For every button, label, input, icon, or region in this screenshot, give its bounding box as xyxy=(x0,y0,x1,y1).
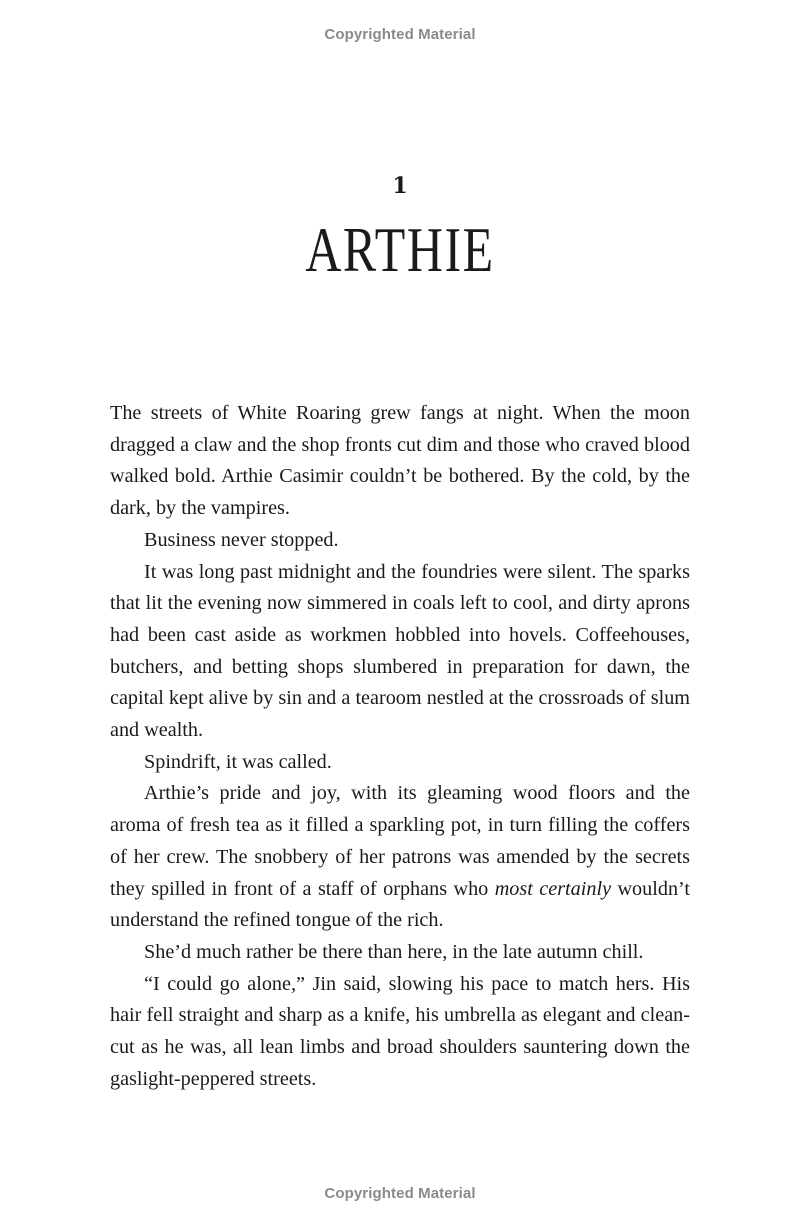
paragraph-5-before: Arthie’s pride and joy, with its gleaming wood floors and the aroma of fresh tea as it filled a sparkling pot, in turn filling the coffers of her crew. The snobbery of her patrons was amended by the secrets they spilled in front of a staff of orphans who xyxy=(110,782,690,900)
chapter-number: 1 xyxy=(392,173,408,199)
paragraph-2: Business never stopped. xyxy=(144,528,339,551)
paragraph-5-emphasis: most certainly xyxy=(494,877,612,900)
paragraph-1: The streets of White Roaring grew fangs at night. When the moon dragged a claw and the shop fronts cut dim and those who craved blood walked bold. Arthie Casimir couldn’t be bothered. By the cold, by the dark, by the vampires. xyxy=(110,402,690,520)
paragraph-3: It was long past midnight and the foundries were silent. The sparks that lit the evening now simmered in coals left to cool, and dirty aprons had been cast aside as workmen hobbled into hovels. Coffeehouses, butchers, and betting shops slumbered in preparation for dawn, the capital kept alive by sin and a tearoom nestled at the crossroads of slum and wealth. xyxy=(110,560,690,742)
paragraph-4: Spindrift, it was called. xyxy=(144,750,332,773)
paragraph-5 xyxy=(110,778,690,937)
copyright-watermark-bottom: Copyrighted Material xyxy=(324,1185,476,1202)
paragraph-5-after: wouldn’t understand the refined tongue of the rich. xyxy=(110,877,690,932)
chapter-title: ARTHIE xyxy=(305,214,495,285)
chapter-body xyxy=(110,398,690,1095)
copyright-watermark-top: Copyrighted Material xyxy=(324,26,476,43)
paragraph-6: She’d much rather be there than here, in the late autumn chill. xyxy=(144,940,644,963)
paragraph-7: “I could go alone,” Jin said, slowing his pace to match hers. His hair fell straight and sharp as a knife, his umbrella as elegant and clean-cut as he was, all lean limbs and broad shoulders sauntering down the gaslight-peppered streets. xyxy=(110,972,690,1090)
